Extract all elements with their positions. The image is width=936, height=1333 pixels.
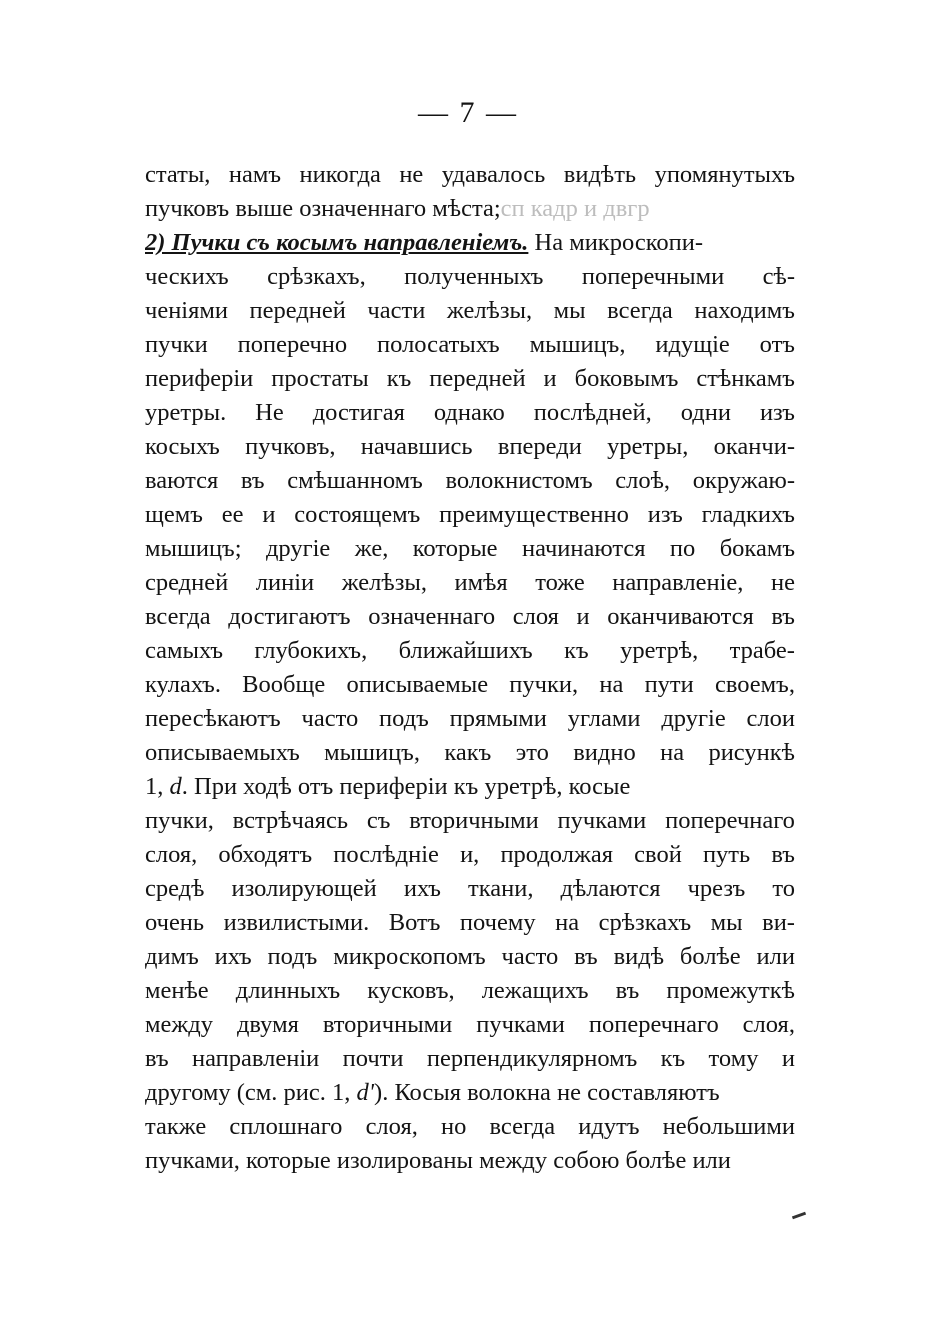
word: ихъ	[214, 943, 252, 970]
word: другіе	[265, 535, 331, 562]
word: упомянутыхъ	[654, 161, 795, 188]
word: стѣнкамъ	[696, 365, 795, 392]
word: болѣе	[679, 943, 741, 970]
word: ваются	[145, 467, 219, 494]
word: длинныхъ	[235, 977, 341, 1004]
word: трабе-	[729, 637, 795, 664]
word: и	[543, 365, 557, 392]
word: полученныхъ	[404, 263, 544, 290]
word: двумя	[236, 1011, 299, 1038]
word: части	[367, 297, 426, 324]
word: изъ	[647, 501, 683, 528]
word: къ	[564, 637, 589, 664]
word: мышицъ,	[324, 739, 420, 766]
word: къ	[660, 1045, 686, 1072]
word: послѣдніе	[333, 841, 439, 868]
text-run: 1,	[145, 773, 170, 800]
text-line	[145, 940, 795, 974]
text-line	[145, 362, 795, 396]
word: Вообще	[242, 671, 326, 698]
text-line	[145, 872, 795, 906]
word: рисункѣ	[708, 739, 795, 766]
word: пучки,	[145, 807, 214, 834]
word: на	[599, 671, 624, 698]
word: и,	[460, 841, 480, 868]
word: прямыми	[449, 705, 547, 732]
word: ихъ	[403, 875, 441, 902]
word: мышицъ,	[529, 331, 626, 358]
text-line	[145, 1144, 795, 1178]
word: продолжая	[500, 841, 614, 868]
word: промежуткѣ	[666, 977, 795, 1004]
text-run: На микроскопи-	[528, 229, 703, 256]
text-line	[145, 260, 795, 294]
word: или	[756, 943, 795, 970]
word: видѣ	[613, 943, 665, 970]
word: глубокихъ,	[254, 637, 368, 664]
word: это	[515, 739, 549, 766]
word: свой	[634, 841, 682, 868]
word: начинаются	[521, 535, 646, 562]
line-content	[145, 226, 703, 260]
text-run: d	[169, 773, 182, 800]
word: оканчиваются	[607, 603, 754, 630]
word: начавшись	[360, 433, 473, 460]
word: однако	[433, 399, 505, 426]
word: ви-	[762, 909, 795, 936]
word: слоѣ,	[615, 467, 671, 494]
line-content	[145, 1144, 731, 1178]
word: поперечно	[237, 331, 348, 358]
word: другіе	[661, 705, 726, 732]
text-line	[145, 906, 795, 940]
word: пучки	[145, 331, 208, 358]
word: срѣзкахъ,	[267, 263, 366, 290]
word: по	[669, 535, 696, 562]
line-content	[145, 1076, 720, 1110]
word: гладкихъ	[701, 501, 795, 528]
word: самыхъ	[145, 637, 223, 664]
word: передней	[429, 365, 526, 392]
text-line	[145, 1008, 795, 1042]
word: ченіями	[145, 297, 228, 324]
word: направленіе,	[612, 569, 744, 596]
word: въ	[574, 943, 598, 970]
text-line	[145, 294, 795, 328]
word: къ	[386, 365, 412, 392]
word: ее	[221, 501, 244, 528]
word: срѣзкахъ	[598, 909, 692, 936]
word: въ	[771, 603, 795, 630]
word: впереди	[497, 433, 582, 460]
word: пучками	[476, 1011, 565, 1038]
word: сплошнаго	[229, 1113, 343, 1140]
word: идущіе	[655, 331, 730, 358]
word: всегда	[489, 1113, 556, 1140]
word: почти	[342, 1045, 404, 1072]
text-run: пучками, которые изолированы между собою болѣе или	[145, 1147, 731, 1174]
word: лежащихъ	[481, 977, 589, 1004]
word: извилистыми.	[223, 909, 370, 936]
word: слои	[746, 705, 795, 732]
text-line	[145, 1076, 795, 1110]
word: кусковъ,	[367, 977, 455, 1004]
text-line	[145, 430, 795, 464]
word: уретрѣ,	[620, 637, 699, 664]
text-line	[145, 464, 795, 498]
word: косыхъ	[145, 433, 220, 460]
word: въ	[771, 841, 795, 868]
word: пучковъ,	[245, 433, 336, 460]
word: бокамъ	[719, 535, 795, 562]
word: какъ	[444, 739, 492, 766]
word: статы,	[145, 161, 211, 188]
word: въ	[240, 467, 265, 494]
word: послѣдней,	[533, 399, 652, 426]
word: путь	[702, 841, 751, 868]
text-line	[145, 838, 795, 872]
word: часто	[501, 943, 559, 970]
word: ткани,	[468, 875, 534, 902]
text-line	[145, 634, 795, 668]
word: слоя,	[742, 1011, 795, 1038]
word: микроскопомъ	[333, 943, 486, 970]
line-content	[145, 770, 630, 804]
word: периферіи	[145, 365, 254, 392]
word: окружаю-	[692, 467, 795, 494]
word: означеннаго	[368, 603, 496, 630]
word: сѣ-	[762, 263, 795, 290]
word: поперечнаго	[665, 807, 795, 834]
word: дѣлаются	[560, 875, 661, 902]
word: одни	[680, 399, 731, 426]
word: съ	[366, 807, 391, 834]
word: въ	[145, 1045, 169, 1072]
word: но	[440, 1113, 467, 1140]
word: димъ	[145, 943, 199, 970]
word: встрѣчаясь	[232, 807, 349, 834]
word: чрезъ	[687, 875, 746, 902]
text-line	[145, 702, 795, 736]
word: имѣя	[454, 569, 508, 596]
text-line	[145, 498, 795, 532]
word: отъ	[759, 331, 795, 358]
text-run: пучковъ выше означеннаго мѣста;	[145, 195, 501, 222]
word: намъ	[228, 161, 282, 188]
text-run: ). Косыя волокна не составляютъ	[374, 1079, 720, 1106]
word: подъ	[379, 705, 429, 732]
word: менѣе	[145, 977, 209, 1004]
word: передней	[249, 297, 346, 324]
word: мы	[710, 909, 743, 936]
line-content	[145, 192, 650, 226]
text-line	[145, 158, 795, 192]
word: перпендикулярномъ	[426, 1045, 638, 1072]
word: идутъ	[578, 1113, 640, 1140]
word: желѣзы,	[341, 569, 427, 596]
word: очень	[145, 909, 205, 936]
word: же,	[354, 535, 389, 562]
margin-mark	[792, 1212, 806, 1220]
word: линіи	[255, 569, 315, 596]
text-line	[145, 532, 795, 566]
word: преимущественно	[439, 501, 629, 528]
word: ческихъ	[145, 263, 229, 290]
word: щемъ	[145, 501, 203, 528]
text-line	[145, 1042, 795, 1076]
word: вторичными	[322, 1011, 453, 1038]
word: видѣть	[563, 161, 637, 188]
text-line	[145, 192, 795, 226]
word: всегда	[145, 603, 211, 630]
word: простаты	[271, 365, 369, 392]
word: подъ	[267, 943, 318, 970]
word: никогда	[299, 161, 381, 188]
word: желѣзы,	[446, 297, 533, 324]
word: то	[772, 875, 795, 902]
word: состоящемъ	[294, 501, 421, 528]
word: тому	[708, 1045, 759, 1072]
word: углами	[567, 705, 641, 732]
section-heading: 2) Пучки съ косымъ направленіемъ.	[145, 229, 529, 256]
word: пути	[644, 671, 694, 698]
word: и	[262, 501, 276, 528]
word: обходятъ	[218, 841, 313, 868]
word: средней	[145, 569, 229, 596]
word: почему	[459, 909, 536, 936]
word: пересѣкаютъ	[145, 705, 281, 732]
word: ближайшихъ	[398, 637, 533, 664]
text-line	[145, 566, 795, 600]
text-run: сп кадр и двгр	[500, 195, 650, 222]
word: небольшими	[662, 1113, 795, 1140]
page-number: — 7 —	[418, 96, 518, 129]
word: слоя	[512, 603, 559, 630]
word: которые	[412, 535, 498, 562]
text-line	[145, 736, 795, 770]
word: описываемыхъ	[145, 739, 300, 766]
word: пучками	[557, 807, 647, 834]
word: Не	[255, 399, 284, 426]
word: уретры,	[607, 433, 689, 460]
word: видно	[573, 739, 636, 766]
word: описываемые	[346, 671, 489, 698]
text-line	[145, 396, 795, 430]
word: Вотъ	[388, 909, 441, 936]
text-line	[145, 770, 795, 804]
word: изъ	[759, 399, 795, 426]
word: мы	[553, 297, 586, 324]
text-line	[145, 804, 795, 838]
word: не	[770, 569, 795, 596]
word: изолирующей	[231, 875, 377, 902]
word: пучки,	[509, 671, 579, 698]
text-line	[145, 328, 795, 362]
word: не	[399, 161, 424, 188]
word: вторичными	[409, 807, 539, 834]
word: также	[145, 1113, 207, 1140]
word: всегда	[607, 297, 673, 324]
word: удавалось	[441, 161, 546, 188]
body-text	[145, 158, 795, 1178]
word: кулахъ.	[145, 671, 221, 698]
word: и	[576, 603, 590, 630]
word: полосатыхъ	[377, 331, 500, 358]
word: на	[660, 739, 685, 766]
text-line	[145, 600, 795, 634]
word: волокнистомъ	[445, 467, 593, 494]
word: достигая	[312, 399, 405, 426]
word: тоже	[535, 569, 585, 596]
text-run: . При ходѣ отъ периферіи къ уретрѣ, косые	[181, 773, 631, 800]
text-line	[145, 668, 795, 702]
text-run: d'	[356, 1079, 375, 1106]
word: достигаютъ	[228, 603, 351, 630]
word: между	[145, 1011, 214, 1038]
word: направленіи	[191, 1045, 320, 1072]
word: своемъ,	[714, 671, 795, 698]
word: и	[781, 1045, 795, 1072]
word: мышицъ;	[145, 535, 242, 562]
text-run: другому (см. рис. 1,	[145, 1079, 357, 1106]
word: оканчи-	[713, 433, 795, 460]
word: средѣ	[145, 875, 205, 902]
word: находимъ	[694, 297, 795, 324]
word: смѣшанномъ	[287, 467, 423, 494]
text-line	[145, 974, 795, 1008]
word: слоя,	[365, 1113, 418, 1140]
word: уретры.	[145, 399, 227, 426]
word: поперечными	[581, 263, 725, 290]
word: слоя,	[145, 841, 198, 868]
word: поперечнаго	[588, 1011, 719, 1038]
text-line	[145, 1110, 795, 1144]
word: на	[555, 909, 580, 936]
word: въ	[615, 977, 640, 1004]
word: боковымъ	[574, 365, 679, 392]
text-line	[145, 226, 795, 260]
word: часто	[301, 705, 359, 732]
